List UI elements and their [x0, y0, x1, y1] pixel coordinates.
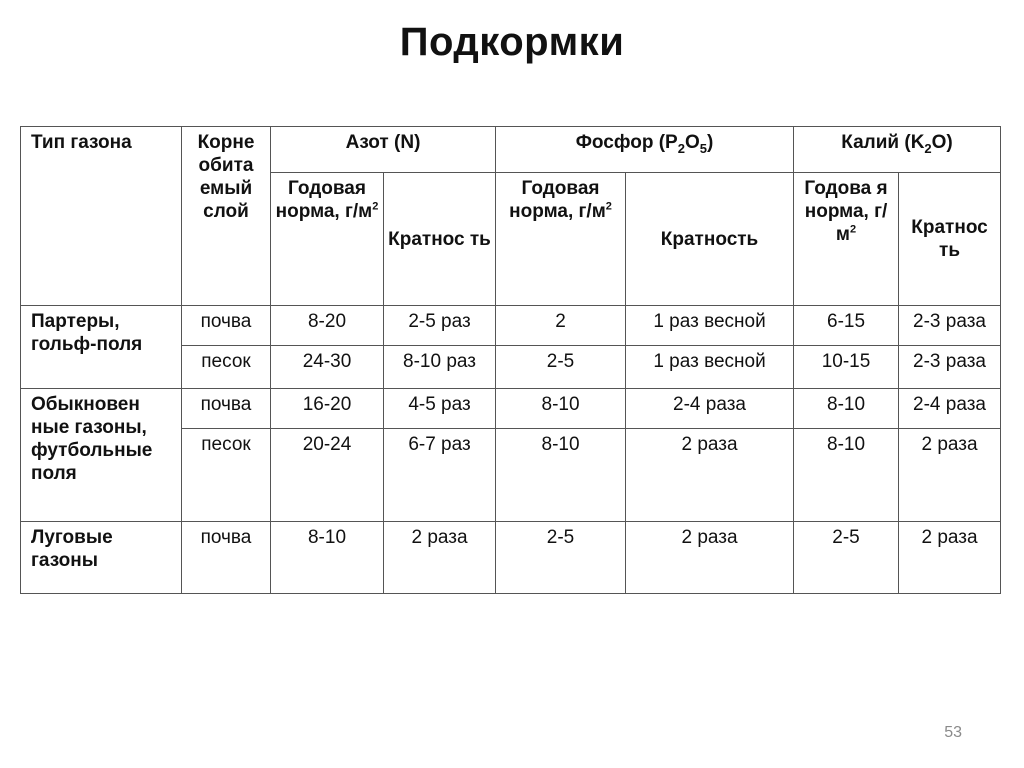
table-cell: 8-10 [794, 389, 899, 429]
table-cell: песок [182, 346, 271, 389]
nitrogen-rate-label: Годовая норма, г/м [275, 178, 373, 222]
header-potassium-frequency: Кратнос ть [899, 173, 1001, 306]
table-cell: 20-24 [271, 429, 384, 522]
table-cell: 2-5 [496, 346, 626, 389]
table-cell: 10-15 [794, 346, 899, 389]
table-cell: 8-10 [496, 389, 626, 429]
header-nitrogen-rate [271, 173, 384, 306]
table-cell: почва [182, 389, 271, 429]
phosphorus-rate-sup: 2 [605, 200, 612, 213]
header-nitrogen: Азот (N) [271, 127, 496, 173]
table-row [21, 389, 1001, 429]
table-cell: 2-4 раза [626, 389, 794, 429]
header-phosphorus [496, 127, 794, 173]
fertilizer-table [20, 126, 1001, 594]
table-cell: 2-5 [496, 522, 626, 594]
header-nitrogen-frequency: Кратнос ть [384, 173, 496, 306]
page-number: 53 [944, 724, 962, 741]
table-cell: 6-7 раз [384, 429, 496, 522]
potassium-prefix: Калий (K [841, 132, 925, 153]
table-cell: 24-30 [271, 346, 384, 389]
table-cell: 2-5 раз [384, 306, 496, 346]
phosphorus-subscript-2: 5 [699, 140, 707, 156]
table-cell: 8-10 [794, 429, 899, 522]
phosphorus-prefix: Фосфор (P [575, 132, 678, 153]
table-cell: 2 раза [626, 522, 794, 594]
potassium-rate-label: Годова я норма, г/м [804, 178, 888, 245]
phosphorus-suffix: ) [706, 132, 714, 153]
header-potassium [794, 127, 1001, 173]
header-potassium-rate [794, 173, 899, 306]
table-cell: 2 раза [899, 522, 1001, 594]
page-title: Подкормки [399, 20, 625, 64]
table-cell: 6-15 [794, 306, 899, 346]
table-cell: песок [182, 429, 271, 522]
table-cell: 2 раза [626, 429, 794, 522]
potassium-rate-sup: 2 [849, 223, 857, 236]
phosphorus-oxygen: O [684, 132, 700, 153]
header-root-layer: Корне обита емый слой [182, 127, 271, 306]
nitrogen-rate-sup: 2 [372, 200, 379, 213]
header-phosphorus-rate [496, 173, 626, 306]
table-cell: 8-10 [271, 522, 384, 594]
table-cell: почва [182, 306, 271, 346]
table-cell: 1 раз весной [626, 306, 794, 346]
table-cell: 16-20 [271, 389, 384, 429]
table-cell: 8-10 [496, 429, 626, 522]
table-cell: 2 [496, 306, 626, 346]
table-cell: 2-3 раза [899, 306, 1001, 346]
table-cell: 4-5 раз [384, 389, 496, 429]
table-cell: 1 раз весной [626, 346, 794, 389]
potassium-suffix: O) [931, 132, 953, 153]
table-row [21, 306, 1001, 346]
lawn-type-cell: Луговые газоны [21, 522, 182, 594]
potassium-subscript: 2 [924, 140, 932, 156]
table-cell: 2-5 [794, 522, 899, 594]
header-phosphorus-frequency: Кратность [626, 173, 794, 306]
lawn-type-cell: Партеры, гольф-поля [21, 306, 182, 389]
table-cell: 2 раза [899, 429, 1001, 522]
table-cell: 2 раза [384, 522, 496, 594]
table-cell: 8-20 [271, 306, 384, 346]
table-cell: почва [182, 522, 271, 594]
table-cell: 2-3 раза [899, 346, 1001, 389]
phosphorus-subscript-1: 2 [677, 140, 685, 156]
header-row-top [21, 127, 1001, 173]
table-row [21, 522, 1001, 594]
header-lawn-type: Тип газона [21, 127, 182, 306]
table-cell: 2-4 раза [899, 389, 1001, 429]
table-cell: 8-10 раз [384, 346, 496, 389]
lawn-type-cell: Обыкновен ные газоны, футбольные поля [21, 389, 182, 522]
phosphorus-rate-label: Годовая норма, г/м [509, 178, 606, 222]
